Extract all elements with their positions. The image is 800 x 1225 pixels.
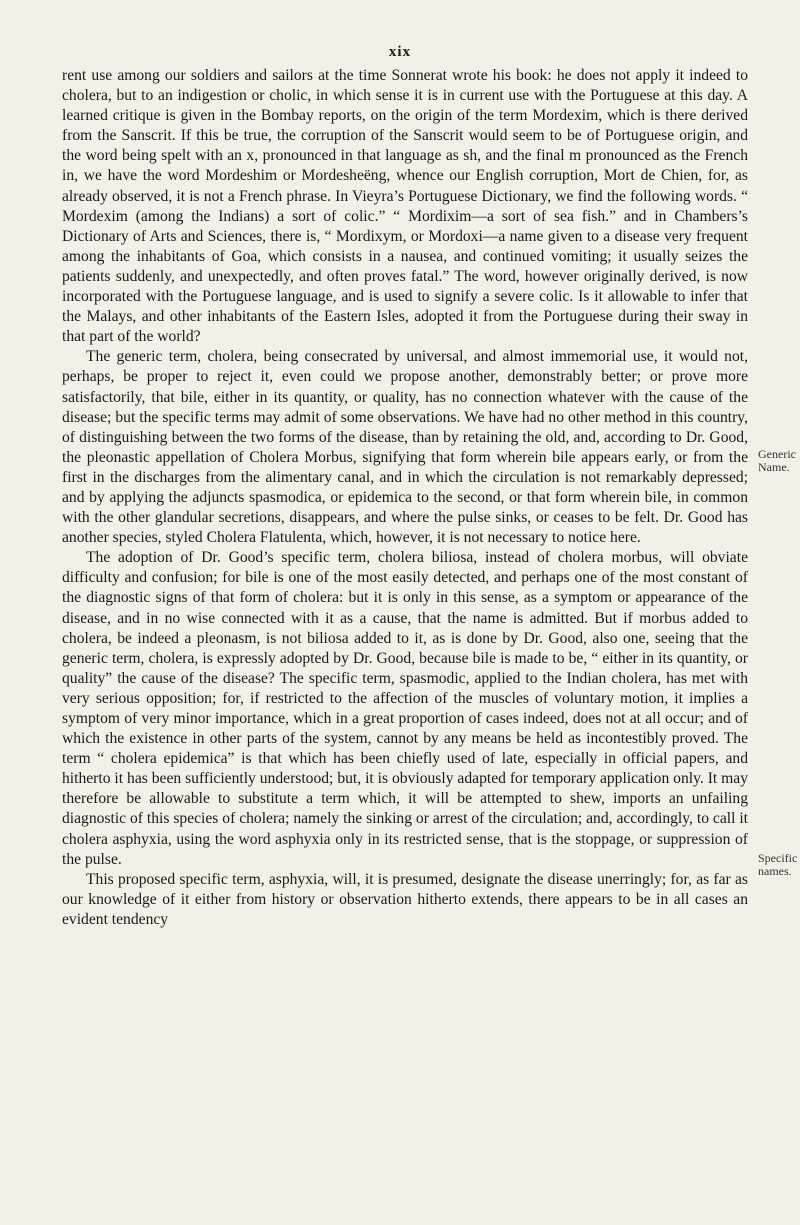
page-number: xix (388, 44, 412, 60)
margin-note-line: Generic (758, 447, 796, 461)
paragraph-specific-term: The adoption of Dr. Good’s specific term, cholera biliosa, instead of cholera morbus, will obviate difficulty and confusion; for bile is one of the most easily detected, and perhaps one of the most constant of the diagnostic signs of that form of cholera: but it is only in this sense, as a symptom or appearance of the disease, and in no wise connected with it as a cause, that the name is admitted. But if morbus added to cholera, be indeed a pleonasm, is not biliosa added to it, as is done by Dr. Good, also one, seeing that the generic term, cholera, is expressly adopted by Dr. Good, because bile is made to be, “ either in its quantity, or quality” the cause of the disease? The specific term, spasmodic, applied to the Indian cholera, has met with very serious opposition; for, if restricted to the affection of the muscles of voluntary motion, it implies a symptom of very minor importance, which in a great proportion of cases indeed, does not at all occur; and of which the existence in other parts of the system, cannot by any means be held as incontestibly proved. The term “ cholera epidemica” is that which has been chiefly used of late, especially in official papers, and hitherto it has been sufficiently understood; but, it is obviously adapted for temporary application only. It may therefore be allowable to substitute a term which, it will be attempted to shew, imports an unfailing diagnostic of this species of cholera; namely the sinking or arrest of the circulation; and, accordingly, to call it cholera asphyxia, using the word asphyxia only in its restricted sense, that is the stoppage, or suppression of the pulse. (62, 549, 748, 868)
body-text (62, 66, 748, 930)
margin-note-line: Name. (758, 460, 790, 474)
margin-note-specific-names (758, 852, 800, 878)
margin-note-generic-name (758, 448, 800, 474)
margin-note-line: Specific (758, 851, 798, 865)
margin-note-line: names. (758, 864, 792, 878)
paragraph-asphyxia: This proposed specific term, asphyxia, will, it is presumed, designate the disease unerringly; for, as far as our knowledge of it either from history or observation hitherto extends, there appears to be in all cases an evident tendency (62, 870, 748, 928)
paragraph-mordexim: rent use among our soldiers and sailors at the time Sonnerat wrote his book: he does not apply it indeed to cholera, but to an indigestion or cholic, in which sense it is in current use with the Portuguese at this day. A learned critique is given in the Bombay reports, on the origin of the term Mordexim, which is there derived from the Sanscrit. If this be true, the corruption of the Sanscrit would seem to be of Portuguese origin, and the word being spelt with an x, pronounced in that language as sh, and the final m pronounced as the French in, we have the word Mordeshim or Mordesheëng, whence our English corruption, Mort de Chien, for, as already observed, it is not a French phrase. In Vieyra’s Portuguese Dictionary, we find the following words. “ Mordexim (among the Indians) a sort of colic.” “ Mordixim—a sort of sea fish.” and in Chambers’s Dictionary of Arts and Sciences, there is, “ Mordixym, or Mordoxi—a name given to a disease very frequent among the inhabitants of Goa, which consists in a nausea, and continued vomiting; it usually seizes the patients suddenly, and unexpectedly, and often proves fatal.” The word, however originally derived, is now incorporated with the Portuguese language, and is used to signify a severe colic. Is it allowable to infer that the Malays, and other inhabitants of the Eastern Isles, adopted it from the Portuguese during their sway in that part of the world? (62, 67, 748, 346)
paragraph-generic-term: The generic term, cholera, being consecrated by universal, and almost immemorial use, it would not, perhaps, be proper to reject it, even could we propose another, demonstrably better; or prove more satisfactorily, that bile, either in its quantity, or quality, has no connection whatever with the cause of the disease; but the specific terms may admit of some observations. We have had no other method in this country, of distinguishing between the two forms of the disease, than by retaining the old, and, according to Dr. Good, the pleonastic appellation of Cholera Morbus, signifying that form wherein bile appears early, or from the first in the discharges from the alimentary canal, and in which the circulation is not remarkably depressed; and by applying the adjuncts spasmodica, or epidemica to the second, or that form wherein bile, in common with the other glandular secretions, disappears, and where the pulse sinks, or ceases to be felt. Dr. Good has another species, styled Cholera Flatulenta, which, however, it is not necessary to notice here. (62, 348, 748, 547)
